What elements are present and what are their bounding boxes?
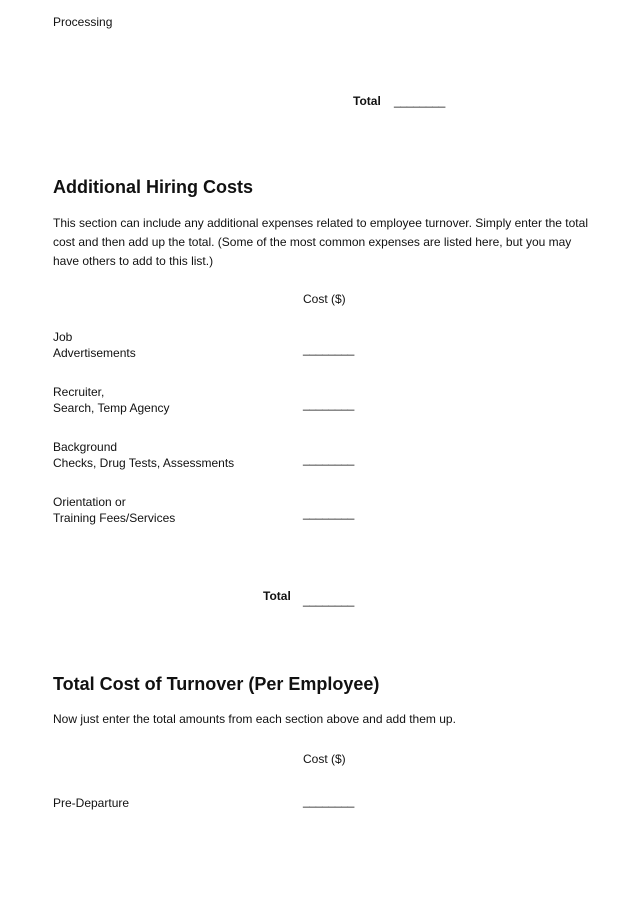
recruiter-cost-field[interactable]: ________ (303, 397, 354, 411)
total-cost-turnover-heading: Total Cost of Turnover (Per Employee) (53, 674, 380, 694)
item-line-1: Recruiter, (53, 385, 105, 399)
pre-departure-label: Pre-Departure (53, 796, 130, 810)
item-line-1: Orientation or (53, 495, 126, 509)
recruiter-label (53, 384, 283, 416)
total-turnover-cost-header: Cost ($) (303, 752, 346, 766)
job-advertisements-cost-field[interactable]: ________ (303, 342, 354, 356)
additional-hiring-costs-description: This section can include any additional expenses related to employee turnover. Simply enter the total cost and then add up the total. (Some of the most common expenses are listed here, but you may have others to add to this list.) (53, 216, 588, 268)
additional-hiring-total-field[interactable]: ________ (303, 593, 354, 607)
pre-departure-cost-field[interactable]: ________ (303, 794, 354, 808)
item-line-1: Background (53, 440, 118, 454)
job-advertisements-label (53, 329, 283, 361)
additional-hiring-total-label: Total (263, 589, 291, 603)
item-line-2: Search, Temp Agency (53, 401, 170, 415)
item-line-1: Job (53, 330, 73, 344)
additional-hiring-cost-header: Cost ($) (303, 292, 346, 306)
background-checks-label (53, 439, 283, 471)
additional-hiring-costs-heading: Additional Hiring Costs (53, 177, 253, 197)
item-line-2: Training Fees/Services (53, 511, 176, 525)
background-checks-cost-field[interactable]: ________ (303, 452, 354, 466)
processing-total-label: Total (353, 94, 381, 108)
processing-total-field[interactable]: ________ (394, 94, 445, 108)
orientation-training-cost-field[interactable]: ________ (303, 506, 354, 520)
item-line-2: Advertisements (53, 346, 136, 360)
item-line-2: Checks, Drug Tests, Assessments (53, 456, 235, 470)
total-cost-turnover-description: Now just enter the total amounts from each section above and add them up. (53, 712, 456, 726)
section-label-processing: Processing (53, 15, 113, 29)
orientation-training-label (53, 494, 283, 526)
